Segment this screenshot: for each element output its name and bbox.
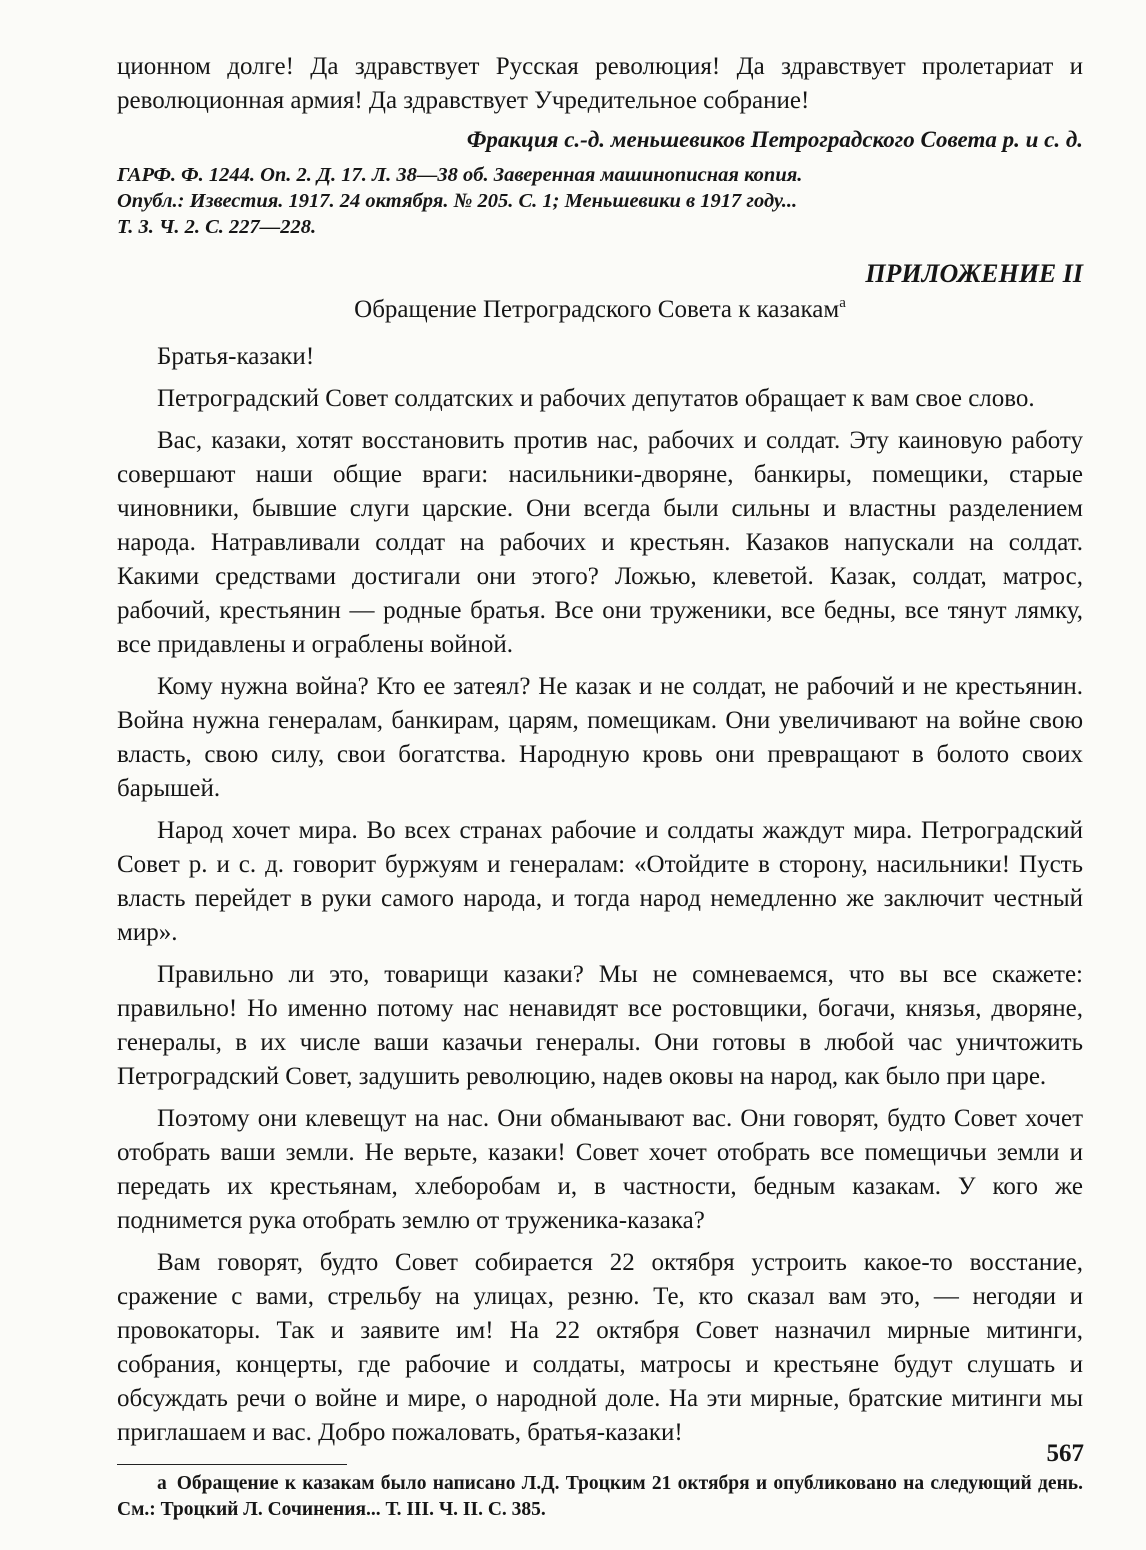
footnote [117, 1471, 1083, 1523]
document-title-text: Обращение Петроградского Совета к казакам [354, 296, 840, 323]
opening-paragraph: ционном долге! Да здравствует Русская революция! Да здравствует пролетариат и революционная армия! Да здравствует Учредительное собрание! [117, 53, 1083, 114]
signature: Фракция с.-д. меньшевиков Петроградского Совета р. и с. д. [466, 127, 1083, 152]
paragraph: Петроградский Совет солдатских и рабочих депутатов обращает к вам свое слово. [157, 385, 1035, 412]
archival-source [117, 162, 1083, 240]
footnote-text: Обращение к казакам было написано Л.Д. Троцким 21 октября и опубликовано на следующий день. См.: Троцкий Л. Сочинения... Т. III. Ч. II. С. 385. [117, 1473, 1083, 1520]
source-line: ГАРФ. Ф. 1244. Оп. 2. Д. 17. Л. 38—38 об. Заверенная машинописная копия. [117, 164, 803, 186]
paragraph: Вас, казаки, хотят восстановить против нас, рабочих и солдат. Эту каиновую работу совершают наши общие враги: насильники-дворяне, банкиры, помещики, старые чиновники, бывшие слуги царские. Они всегда были сильны и властны разделением народа. Натравливали солдат на рабочих и крестьян. Казаков напускали на солдат. Какими средствами достигали они этого? Ложью, клеветой. Казак, солдат, матрос, рабочий, крестьянин — родные братья. Все они труженики, все бедны, все тянут лямку, все придавлены и ограблены войной. [117, 427, 1083, 658]
appendix-label: ПРИЛОЖЕНИЕ II [865, 259, 1083, 288]
paragraph: Народ хочет мира. Во всех странах рабочие и солдаты жаждут мира. Петроградский Совет р. и с. д. говорит буржуям и генералам: «Отойдите в сторону, насильники! Пусть власть перейдет в руки самого народа, и тогда народ немедленно же заключит честный мир». [117, 817, 1083, 946]
footnote-marker: а [157, 1473, 167, 1494]
greeting: Братья-казаки! [157, 343, 315, 370]
paragraph: Правильно ли это, товарищи казаки? Мы не сомневаемся, что вы все скажете: правильно! Но именно потому нас ненавидят все ростовщики, богачи, князья, дворяне, генералы, в их числе ваши казачьи генералы. Они готовы в любой час уничтожить Петроградский Совет, задушить революцию, надев оковы на народ, как было при царе. [117, 961, 1083, 1090]
paragraph: Вам говорят, будто Совет собирается 22 октября устроить какое-то восстание, сражение с вами, стрельбу на улицах, резню. Те, кто сказал вам это, — негодяи и провокаторы. Так и заявите им! На 22 октября Совет назначил мирные митинги, собрания, концерты, где рабочие и солдаты, матросы и крестьяне будут слушать и обсуждать речи о войне и мире, о народной доле. На эти мирные, братские митинги мы приглашаем и вас. Добро пожаловать, братья-казаки! [117, 1249, 1083, 1446]
book-page [117, 50, 1083, 1523]
source-line: Т. 3. Ч. 2. С. 227—228. [117, 216, 317, 238]
footnote-reference: а [839, 295, 846, 311]
source-line: Опубл.: Известия. 1917. 24 октября. № 205. С. 1; Меньшевики в 1917 году... [117, 190, 798, 212]
paragraph: Кому нужна война? Кто ее затеял? Не казак и не солдат, не рабочий и не крестьянин. Война нужна генералам, банкирам, царям, помещикам. Они увеличивают на войне свою власть, свою силу, свои богатства. Народную кровь они превращают в болото своих барышей. [117, 673, 1083, 802]
paragraph: Поэтому они клевещут на нас. Они обманывают вас. Они говорят, будто Совет хочет отобрать ваши земли. Не верьте, казаки! Совет хочет отобрать все помещичьи земли и передать их крестьянам, хлеборобам и, в частности, бедным казакам. У кого же поднимется рука отобрать землю от труженика-казака? [117, 1105, 1083, 1234]
footnote-divider [117, 1464, 347, 1465]
page-number: 567 [1046, 1440, 1084, 1467]
document-title [117, 294, 1083, 326]
